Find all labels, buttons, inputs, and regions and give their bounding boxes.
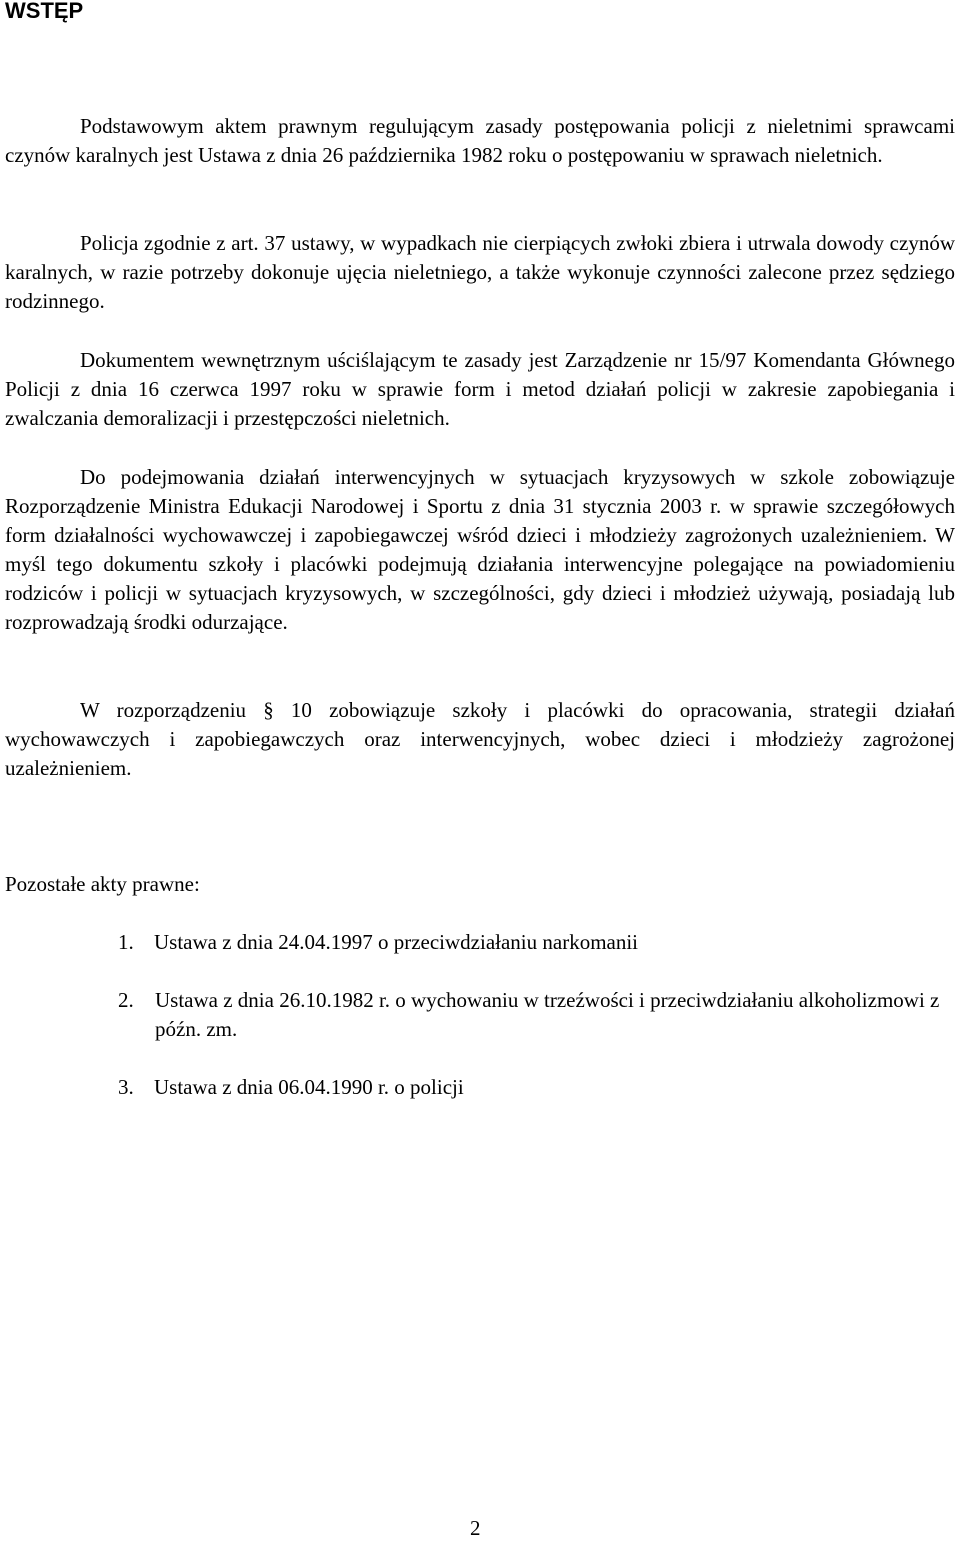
paragraph-police-article: Policja zgodnie z art. 37 ustawy, w wypadkach nie cierpiących zwłoki zbiera i utrwala dowody czynów karalnych, w razie potrzeby dokonuje ujęcia nieletniego, a także wykonuje czynności zalecone przez sędziego rodzinnego.	[5, 231, 955, 313]
page-number: 2	[470, 1516, 481, 1540]
paragraph-internal-order: Dokumentem wewnętrznym uściślającym te zasady jest Zarządzenie nr 15/97 Komendanta Głównego Policji z dnia 16 czerwca 1997 roku w sprawie form i metod działań policji w zakresie zapobiegania i zwalczania demoralizacji i przestępczości nieletnich.	[5, 348, 955, 430]
paragraph-regulation: Do podejmowania działań interwencyjnych w sytuacjach kryzysowych w szkole zobowiązuje Rozporządzenie Ministra Edukacji Narodowej i Sportu z dnia 31 stycznia 2003 r. w sprawie szczegółowych form działalności wychowawczej i zapobiegawczej wśród dzieci i młodzieży zagrożonych uzależnieniem. W myśl tego dokumentu szkoły i placówki podejmują działania interwencyjne polegające na powiadomieniu rodziców i policji w sytuacjach kryzysowych, w szczególności, gdy dzieci i młodzież używają, posiadają lub rozprowadzają środki odurzające.	[5, 465, 955, 634]
list-item	[118, 928, 958, 957]
list-item-number: 2.	[118, 988, 134, 1012]
list-item-text: Ustawa z dnia 24.04.1997 o przeciwdziałaniu narkomanii	[154, 930, 639, 954]
paragraph-strategy: W rozporządzeniu § 10 zobowiązuje szkoły i placówki do opracowania, strategii działań wychowawczych i zapobiegawczych oraz interwencyjnych, wobec dzieci i młodzieży zagrożonej uzależnieniem.	[5, 698, 955, 780]
list-item-text: Ustawa z dnia 26.10.1982 r. o wychowaniu w trzeźwości i przeciwdziałaniu alkoholizmowi z późn. zm.	[155, 988, 940, 1041]
list-item-text: Ustawa z dnia 06.04.1990 r. o policji	[154, 1075, 464, 1099]
other-acts-heading: Pozostałe akty prawne:	[5, 872, 200, 896]
list-item-number: 3.	[118, 1075, 134, 1099]
list-item	[118, 986, 958, 1044]
paragraph-legal-basis: Podstawowym aktem prawnym regulującym zasady postępowania policji z nieletnimi sprawcami czynów karalnych jest Ustawa z dnia 26 października 1982 roku o postępowaniu w sprawach nieletnich.	[5, 114, 955, 167]
list-item	[118, 1073, 958, 1102]
list-item-number: 1.	[118, 930, 134, 954]
page-title: WSTĘP	[5, 0, 84, 23]
